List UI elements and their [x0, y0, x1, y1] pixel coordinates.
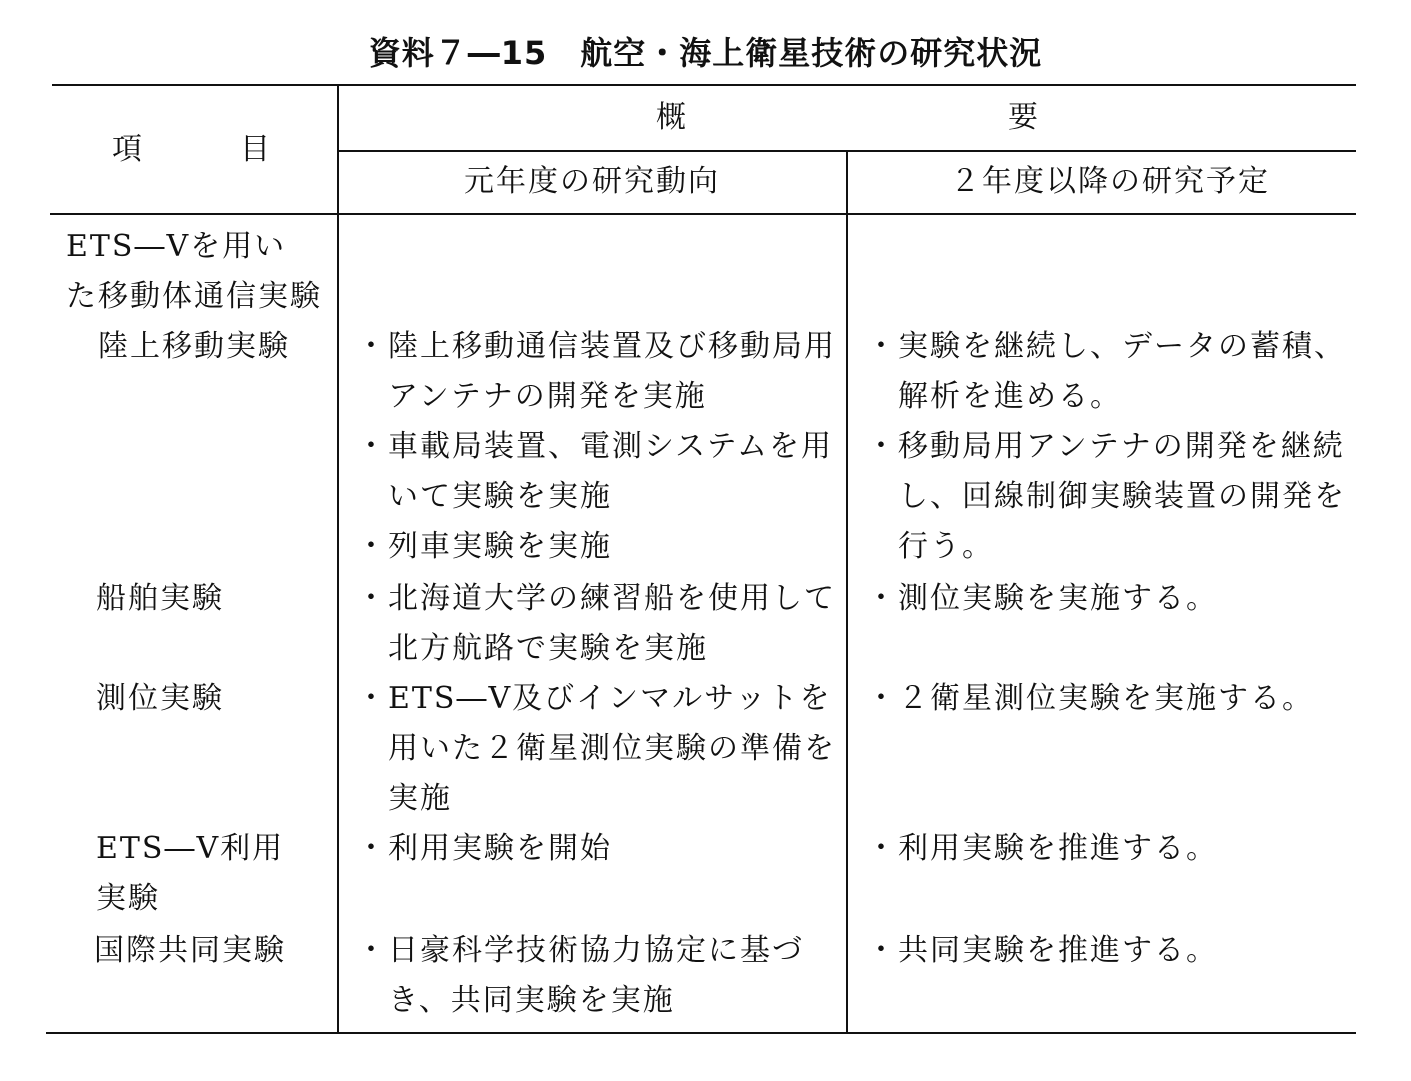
- row-future-line: ・利用実験を推進する。: [866, 831, 1218, 866]
- header-bottom-rule: [50, 213, 1356, 215]
- row-item: [96, 674, 224, 724]
- row-future: [866, 322, 1346, 572]
- header-future-years: ２年度以降の研究予定: [950, 164, 1270, 199]
- column-divider-2: [846, 150, 848, 1034]
- row-current-line: 北方航路で実験を実施: [356, 631, 708, 666]
- row-item-line: 国際共同実験: [94, 933, 286, 968]
- header-current-year: 元年度の研究動向: [464, 164, 720, 199]
- row-current-line: ・車載局装置、電測システムを用: [356, 429, 833, 464]
- row-item-line: 実験: [96, 881, 160, 916]
- row-future-line: ・２衛星測位実験を実施する。: [866, 681, 1314, 716]
- row-current-line: 実施: [356, 781, 452, 816]
- table-top-rule: [52, 84, 1356, 86]
- row-item: [96, 824, 284, 924]
- section-heading: [66, 222, 322, 322]
- row-future-line: ・実験を継続し、データの蓄積、: [866, 329, 1346, 364]
- document-title: 資料７―15 航空・海上衛星技術の研究状況: [368, 34, 1043, 72]
- row-current-line: ・ETS―V及びインマルサットを: [356, 681, 832, 716]
- row-current-line: 用いた２衛星測位実験の準備を: [356, 731, 836, 766]
- row-future: [866, 574, 1218, 624]
- row-future-line: ・移動局用アンテナの開発を継続: [866, 429, 1345, 464]
- row-current-line: いて実験を実施: [356, 479, 612, 514]
- header-item: 項 目: [112, 132, 272, 167]
- row-future-line: ・測位実験を実施する。: [866, 581, 1218, 616]
- row-item-line: 船舶実験: [96, 581, 224, 616]
- row-item: [98, 322, 290, 372]
- row-current-line: ・北海道大学の練習船を使用して: [356, 581, 836, 616]
- row-future-line: ・共同実験を推進する。: [866, 933, 1218, 968]
- row-item-line: 陸上移動実験: [98, 329, 290, 364]
- row-future-line: 行う。: [866, 529, 994, 564]
- table-bottom-rule: [46, 1032, 1356, 1034]
- row-future-line: 解析を進める。: [866, 379, 1122, 414]
- row-item: [94, 926, 286, 976]
- row-item: [96, 574, 224, 624]
- section-heading-line: ETS―Vを用い: [66, 229, 287, 264]
- row-current: [356, 824, 612, 874]
- row-current-line: ・日豪科学技術協力協定に基づ: [356, 933, 804, 968]
- header-overview-left: 概: [656, 100, 688, 135]
- row-current: [356, 926, 804, 1026]
- column-divider-1: [337, 84, 339, 1034]
- row-item-line: ETS―V利用: [96, 831, 285, 866]
- row-current-line: ・利用実験を開始: [356, 831, 612, 866]
- row-current-line: ・列車実験を実施: [356, 529, 612, 564]
- row-current: [356, 574, 836, 674]
- section-heading-line: た移動体通信実験: [66, 279, 322, 314]
- header-overview-right: 要: [1008, 100, 1040, 135]
- row-future: [866, 674, 1314, 724]
- row-current: [356, 322, 836, 572]
- row-current-line: アンテナの開発を実施: [356, 379, 707, 414]
- row-current-line: ・陸上移動通信装置及び移動局用: [356, 329, 836, 364]
- row-item-line: 測位実験: [96, 681, 224, 716]
- row-future: [866, 926, 1218, 976]
- row-current: [356, 674, 836, 824]
- row-current-line: き、共同実験を実施: [356, 983, 675, 1018]
- row-future: [866, 824, 1218, 874]
- row-future-line: し、回線制御実験装置の開発を: [866, 479, 1346, 514]
